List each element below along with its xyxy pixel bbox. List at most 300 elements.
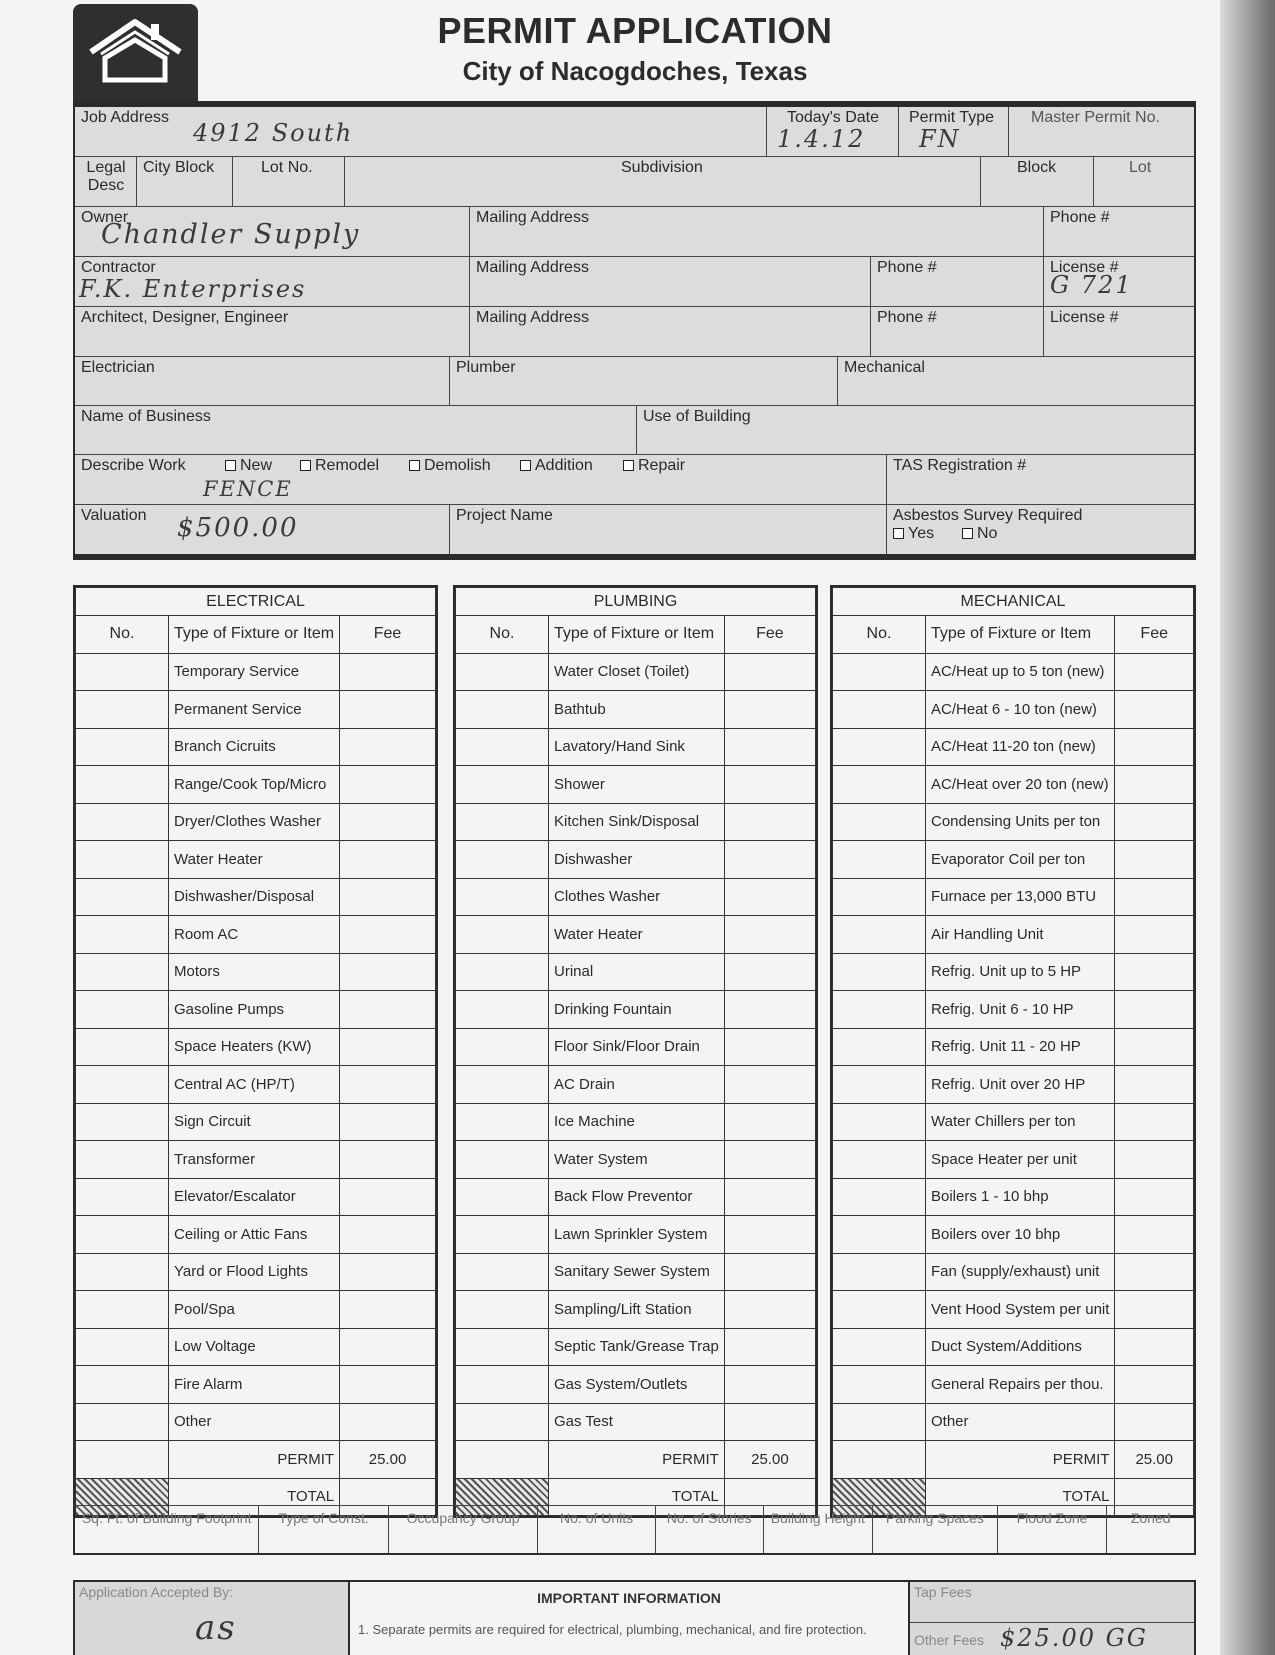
item-cell: Dishwasher — [549, 841, 725, 879]
asbestos-yes-option[interactable] — [893, 525, 934, 543]
table-row — [76, 1028, 436, 1066]
fee-cell[interactable] — [340, 1028, 436, 1066]
fee-cell[interactable] — [724, 1403, 815, 1441]
building-info-field[interactable]: No. of Stories — [656, 1506, 764, 1553]
no-cell[interactable] — [76, 1028, 169, 1066]
tas-registration-label: TAS Registration # — [893, 457, 1027, 474]
building-info-field[interactable]: Building Height — [764, 1506, 874, 1553]
item-cell: Pool/Spa — [169, 1291, 340, 1329]
no-cell[interactable] — [833, 953, 926, 991]
fee-cell[interactable] — [340, 916, 436, 954]
mechanical-contractor-field[interactable] — [838, 357, 1194, 406]
no-cell[interactable] — [456, 728, 549, 766]
fee-cell[interactable] — [724, 878, 815, 916]
no-cell[interactable] — [456, 1103, 549, 1141]
contractor-value: F.K. Enterprises — [79, 275, 307, 303]
fee-cell[interactable] — [1115, 653, 1194, 691]
tap-fees-label: Tap Fees — [914, 1584, 972, 1600]
item-cell: Air Handling Unit — [926, 916, 1115, 954]
contractor-mailing-label: Mailing Address — [476, 259, 589, 276]
plumber-label: Plumber — [456, 359, 516, 376]
no-cell[interactable] — [76, 841, 169, 879]
building-info-field[interactable]: Flood Zone — [998, 1506, 1108, 1553]
permit-type-field[interactable] — [899, 107, 1009, 157]
no-cell[interactable] — [76, 803, 169, 841]
no-cell[interactable] — [456, 691, 549, 729]
col-header-fee: Fee — [1115, 616, 1194, 654]
accepted-by-label: Application Accepted By: — [79, 1584, 234, 1600]
fee-cell[interactable] — [724, 1141, 815, 1179]
table-row — [833, 728, 1194, 766]
item-cell: Water Chillers per ton — [926, 1103, 1115, 1141]
col-header-item: Type of Fixture or Item — [549, 616, 725, 654]
no-cell[interactable] — [456, 1328, 549, 1366]
job-address-value: 4912 South — [193, 119, 354, 147]
fee-cell[interactable] — [1115, 878, 1194, 916]
describe-work-option-new[interactable] — [225, 457, 272, 475]
use-of-building-field[interactable] — [637, 406, 1194, 455]
table-row — [833, 916, 1194, 954]
col-header-item: Type of Fixture or Item — [169, 616, 340, 654]
fee-cell[interactable] — [340, 1291, 436, 1329]
no-cell[interactable] — [456, 1178, 549, 1216]
no-cell[interactable] — [76, 878, 169, 916]
no-cell[interactable] — [76, 1253, 169, 1291]
item-cell: Refrig. Unit 11 - 20 HP — [926, 1028, 1115, 1066]
no-cell[interactable] — [833, 1028, 926, 1066]
table-row — [456, 1141, 816, 1179]
block-field[interactable] — [981, 157, 1094, 207]
owner-field[interactable] — [75, 207, 470, 257]
item-cell: Gasoline Pumps — [169, 991, 340, 1029]
plumber-field[interactable] — [450, 357, 838, 406]
fee-cell[interactable] — [724, 653, 815, 691]
no-cell[interactable] — [76, 1178, 169, 1216]
page-title: PERMIT APPLICATION — [437, 10, 833, 51]
no-cell[interactable] — [76, 653, 169, 691]
table-row — [456, 953, 816, 991]
no-cell[interactable] — [76, 916, 169, 954]
job-address-field[interactable] — [75, 107, 767, 157]
fee-cell[interactable] — [340, 1328, 436, 1366]
fee-cell[interactable] — [1115, 691, 1194, 729]
table-row — [456, 803, 816, 841]
project-name-field[interactable] — [450, 505, 887, 555]
master-permit-label: Master Permit No. — [1031, 109, 1160, 126]
fee-cell[interactable] — [724, 1216, 815, 1254]
item-cell: Boilers 1 - 10 bhp — [926, 1178, 1115, 1216]
no-cell[interactable] — [76, 1216, 169, 1254]
table-row — [76, 916, 436, 954]
item-cell: Lawn Sprinkler System — [549, 1216, 725, 1254]
no-cell[interactable] — [76, 728, 169, 766]
city-block-field[interactable] — [137, 157, 233, 207]
contractor-mailing-field[interactable] — [470, 257, 871, 307]
no-cell[interactable] — [833, 878, 926, 916]
describe-work-option-demolish[interactable] — [409, 457, 491, 475]
table-row — [76, 1216, 436, 1254]
table-row — [456, 841, 816, 879]
item-cell: Transformer — [169, 1141, 340, 1179]
fee-cell[interactable] — [1115, 841, 1194, 879]
item-cell: AC/Heat over 20 ton (new) — [926, 766, 1115, 804]
table-row — [456, 1103, 816, 1141]
no-cell[interactable] — [833, 1328, 926, 1366]
electrical-section-title: ELECTRICAL — [76, 588, 436, 616]
fee-cell[interactable] — [724, 953, 815, 991]
no-cell[interactable] — [833, 803, 926, 841]
fee-cell[interactable] — [340, 1216, 436, 1254]
accepted-by-field[interactable] — [75, 1582, 350, 1655]
no-cell[interactable] — [833, 1253, 926, 1291]
fee-cell[interactable] — [1115, 1178, 1194, 1216]
permit-row — [833, 1441, 1194, 1479]
todays-date-field[interactable] — [767, 107, 899, 157]
no-cell[interactable] — [456, 841, 549, 879]
no-cell[interactable] — [456, 1216, 549, 1254]
fee-cell[interactable] — [340, 728, 436, 766]
no-cell[interactable] — [76, 1103, 169, 1141]
table-row — [833, 1403, 1194, 1441]
no-cell[interactable] — [456, 953, 549, 991]
table-row — [833, 1366, 1194, 1404]
item-cell: Furnace per 13,000 BTU — [926, 878, 1115, 916]
item-cell: Dishwasher/Disposal — [169, 878, 340, 916]
fee-cell[interactable] — [1115, 991, 1194, 1029]
no-cell[interactable] — [456, 1291, 549, 1329]
fee-cell[interactable] — [1115, 1103, 1194, 1141]
item-cell: Gas System/Outlets — [549, 1366, 725, 1404]
no-cell[interactable] — [833, 728, 926, 766]
no-cell[interactable] — [76, 1141, 169, 1179]
other-fees-label: Other Fees — [914, 1632, 985, 1648]
fee-cell[interactable] — [1115, 1066, 1194, 1104]
table-row — [833, 766, 1194, 804]
no-cell[interactable] — [456, 916, 549, 954]
electrical-table — [73, 585, 438, 1518]
architect-phone-field[interactable] — [871, 307, 1044, 357]
building-info-field[interactable]: Zoned — [1130, 1510, 1171, 1526]
item-cell: AC/Heat 6 - 10 ton (new) — [926, 691, 1115, 729]
no-cell[interactable] — [833, 1066, 926, 1104]
fee-cell[interactable] — [724, 1028, 815, 1066]
describe-work-option-repair[interactable] — [623, 457, 685, 475]
job-address-label: Job Address — [81, 109, 170, 126]
item-cell: Urinal — [549, 953, 725, 991]
option-remodel-label: Remodel — [315, 457, 380, 474]
table-row — [833, 803, 1194, 841]
subdivision-field[interactable] — [345, 157, 981, 207]
contractor-phone-field[interactable] — [871, 257, 1044, 307]
no-cell[interactable] — [833, 653, 926, 691]
table-row — [456, 728, 816, 766]
item-cell: Lavatory/Hand Sink — [549, 728, 725, 766]
no-cell[interactable] — [456, 878, 549, 916]
no-cell[interactable] — [456, 766, 549, 804]
item-cell: Ceiling or Attic Fans — [169, 1216, 340, 1254]
fee-cell[interactable] — [724, 1366, 815, 1404]
table-row — [76, 1178, 436, 1216]
no-cell — [76, 1441, 169, 1479]
item-cell: Temporary Service — [169, 653, 340, 691]
business-name-field[interactable] — [75, 406, 637, 455]
total-label: TOTAL — [169, 1478, 340, 1516]
fee-cell[interactable] — [1115, 766, 1194, 804]
fee-cell[interactable] — [340, 1366, 436, 1404]
building-info-field[interactable]: Occupancy Group — [389, 1506, 538, 1553]
permit-label: PERMIT — [169, 1441, 340, 1479]
table-row — [76, 953, 436, 991]
lot-field[interactable] — [1094, 157, 1194, 207]
table-row — [76, 803, 436, 841]
fee-cell[interactable] — [340, 1253, 436, 1291]
table-row — [833, 1103, 1194, 1141]
asbestos-no-option[interactable] — [962, 525, 997, 543]
use-of-building-label: Use of Building — [643, 408, 751, 425]
item-cell: AC Drain — [549, 1066, 725, 1104]
contractor-license-field[interactable] — [1044, 257, 1194, 307]
fee-cell[interactable] — [340, 991, 436, 1029]
total-label: TOTAL — [926, 1478, 1115, 1516]
contractor-field[interactable] — [75, 257, 470, 307]
mechanical-contractor-label: Mechanical — [844, 359, 925, 376]
permit-row — [456, 1441, 816, 1479]
valuation-field[interactable] — [75, 505, 450, 555]
fee-cell[interactable] — [340, 691, 436, 729]
no-cell[interactable] — [833, 841, 926, 879]
fee-cell[interactable] — [724, 803, 815, 841]
owner-phone-label: Phone # — [1050, 209, 1110, 226]
describe-work-option-addition[interactable] — [520, 457, 593, 475]
table-row — [833, 953, 1194, 991]
fee-cell[interactable] — [724, 841, 815, 879]
no-cell[interactable] — [76, 991, 169, 1029]
valuation-label: Valuation — [81, 507, 147, 524]
architect-mailing-label: Mailing Address — [476, 309, 589, 326]
no-cell[interactable] — [76, 1366, 169, 1404]
no-cell[interactable] — [833, 1216, 926, 1254]
fee-cell[interactable] — [724, 1253, 815, 1291]
table-row — [456, 1028, 816, 1066]
no-cell[interactable] — [833, 916, 926, 954]
permit-fee: 25.00 — [340, 1441, 436, 1479]
describe-work-option-remodel[interactable] — [300, 457, 379, 475]
no-cell[interactable] — [456, 803, 549, 841]
fees-box — [910, 1582, 1194, 1655]
fee-cell[interactable] — [1115, 803, 1194, 841]
permit-type-label: Permit Type — [909, 109, 995, 126]
table-row — [833, 878, 1194, 916]
no-cell[interactable] — [833, 1366, 926, 1404]
architect-mailing-field[interactable] — [470, 307, 871, 357]
describe-work-label: Describe Work — [81, 457, 186, 474]
applicant-info-section — [73, 101, 1196, 560]
no-cell[interactable] — [456, 1366, 549, 1404]
fee-cell[interactable] — [340, 766, 436, 804]
no-cell[interactable] — [76, 1291, 169, 1329]
lot-no-field[interactable] — [233, 157, 345, 207]
no-cell[interactable] — [833, 991, 926, 1029]
fee-cell[interactable] — [1115, 1141, 1194, 1179]
block-label: Block — [1017, 159, 1057, 176]
building-info-field[interactable]: Sq. Ft. of Building Footprint — [75, 1506, 259, 1553]
no-cell[interactable] — [76, 691, 169, 729]
asbestos-field[interactable] — [887, 505, 1194, 555]
fee-cell[interactable] — [1115, 1291, 1194, 1329]
no-cell[interactable] — [833, 1403, 926, 1441]
item-cell: Sampling/Lift Station — [549, 1291, 725, 1329]
fee-cell[interactable] — [1115, 728, 1194, 766]
fee-cell[interactable] — [1115, 1216, 1194, 1254]
fee-cell[interactable] — [1115, 1328, 1194, 1366]
fee-cell[interactable] — [724, 1178, 815, 1216]
table-row — [456, 878, 816, 916]
no-cell[interactable] — [76, 766, 169, 804]
house-icon — [83, 14, 188, 89]
item-cell: Low Voltage — [169, 1328, 340, 1366]
fee-cell[interactable] — [340, 1178, 436, 1216]
fee-cell[interactable] — [1115, 1403, 1194, 1441]
electrician-field[interactable] — [75, 357, 450, 406]
table-row — [76, 766, 436, 804]
page-subtitle: City of Nacogdoches, Texas — [462, 56, 808, 86]
no-cell[interactable] — [833, 1141, 926, 1179]
table-row — [76, 728, 436, 766]
building-info-field[interactable]: No. of Units — [538, 1506, 656, 1553]
fee-cell[interactable] — [340, 878, 436, 916]
fee-cell[interactable] — [724, 1291, 815, 1329]
no-cell[interactable] — [76, 1328, 169, 1366]
fee-cell[interactable] — [340, 1066, 436, 1104]
legal-desc-label: Legal Desc — [86, 159, 126, 194]
table-row — [456, 1253, 816, 1291]
no-cell[interactable] — [833, 766, 926, 804]
legal-desc-field[interactable] — [75, 157, 137, 207]
valuation-value: $500.00 — [177, 513, 299, 543]
no-cell[interactable] — [833, 1103, 926, 1141]
no-cell[interactable] — [456, 1066, 549, 1104]
no-cell[interactable] — [76, 1403, 169, 1441]
item-cell: Permanent Service — [169, 691, 340, 729]
plumbing-table — [453, 585, 818, 1518]
table-row — [456, 691, 816, 729]
describe-work-field[interactable] — [75, 455, 887, 505]
tas-registration-field[interactable] — [887, 455, 1194, 505]
contractor-license-label: License # — [1050, 259, 1119, 276]
architect-license-field[interactable] — [1044, 307, 1194, 357]
fee-cell[interactable] — [340, 841, 436, 879]
fee-cell[interactable] — [724, 1066, 815, 1104]
owner-value: Chandler Supply — [101, 219, 361, 250]
table-row — [456, 991, 816, 1029]
important-info-title: IMPORTANT INFORMATION — [537, 1590, 721, 1606]
fee-cell[interactable] — [1115, 916, 1194, 954]
checkbox-icon — [623, 460, 634, 471]
table-row — [456, 653, 816, 691]
fee-cell[interactable] — [724, 1103, 815, 1141]
owner-mailing-field[interactable] — [470, 207, 1044, 257]
col-header-fee: Fee — [724, 616, 815, 654]
table-row — [833, 841, 1194, 879]
fee-cell[interactable] — [340, 1403, 436, 1441]
other-fees-value: $25.00 GG — [1000, 1624, 1148, 1652]
contractor-license-value: G 721 — [1050, 271, 1133, 299]
fee-cell[interactable] — [724, 691, 815, 729]
table-row — [456, 1066, 816, 1104]
fee-cell[interactable] — [340, 803, 436, 841]
owner-phone-field[interactable] — [1044, 207, 1194, 257]
no-cell[interactable] — [456, 1403, 549, 1441]
item-cell: Gas Test — [549, 1403, 725, 1441]
no-cell[interactable] — [456, 991, 549, 1029]
item-cell: Room AC — [169, 916, 340, 954]
option-demolish-label: Demolish — [424, 457, 491, 474]
asbestos-no-label: No — [977, 525, 998, 542]
item-cell: Sanitary Sewer System — [549, 1253, 725, 1291]
no-cell[interactable] — [76, 1066, 169, 1104]
fee-cell[interactable] — [340, 953, 436, 991]
building-info-field[interactable]: Type of Const. — [259, 1506, 389, 1553]
fee-cell[interactable] — [1115, 1366, 1194, 1404]
fee-cell[interactable] — [1115, 1253, 1194, 1291]
building-info-field[interactable]: Parking Spaces — [873, 1506, 998, 1553]
item-cell: Range/Cook Top/Micro — [169, 766, 340, 804]
option-new-label: New — [240, 457, 273, 474]
table-row — [833, 991, 1194, 1029]
no-cell[interactable] — [456, 1028, 549, 1066]
permit-row — [76, 1441, 436, 1479]
architect-label: Architect, Designer, Engineer — [81, 309, 289, 326]
architect-field[interactable] — [75, 307, 470, 357]
no-cell — [456, 1441, 549, 1479]
no-cell[interactable] — [456, 1253, 549, 1291]
master-permit-field[interactable] — [1009, 107, 1194, 157]
project-name-label: Project Name — [456, 507, 553, 524]
fee-cell[interactable] — [724, 728, 815, 766]
fee-cell[interactable] — [340, 653, 436, 691]
table-row — [833, 1291, 1194, 1329]
no-cell[interactable] — [833, 1291, 926, 1329]
mechanical-section-title: MECHANICAL — [833, 588, 1194, 616]
no-cell[interactable] — [76, 953, 169, 991]
table-row — [76, 991, 436, 1029]
fee-cell[interactable] — [1115, 1028, 1194, 1066]
architect-license-label: License # — [1050, 309, 1119, 326]
no-cell[interactable] — [456, 1141, 549, 1179]
item-cell: Evaporator Coil per ton — [926, 841, 1115, 879]
item-cell: Kitchen Sink/Disposal — [549, 803, 725, 841]
item-cell: Yard or Flood Lights — [169, 1253, 340, 1291]
fee-cell[interactable] — [1115, 953, 1194, 991]
no-cell[interactable] — [833, 1178, 926, 1216]
fee-cell[interactable] — [724, 916, 815, 954]
permit-label: PERMIT — [926, 1441, 1115, 1479]
checkbox-icon — [520, 460, 531, 471]
fee-cell[interactable] — [340, 1103, 436, 1141]
no-cell[interactable] — [833, 691, 926, 729]
fee-cell[interactable] — [340, 1141, 436, 1179]
table-row — [833, 1216, 1194, 1254]
fee-cell[interactable] — [724, 991, 815, 1029]
fee-cell[interactable] — [724, 766, 815, 804]
no-cell[interactable] — [456, 653, 549, 691]
accepted-by-value: as — [195, 1608, 237, 1648]
item-cell: Bathtub — [549, 691, 725, 729]
checkbox-icon — [409, 460, 420, 471]
item-cell: Water Heater — [549, 916, 725, 954]
item-cell: Back Flow Preventor — [549, 1178, 725, 1216]
fee-cell[interactable] — [724, 1328, 815, 1366]
